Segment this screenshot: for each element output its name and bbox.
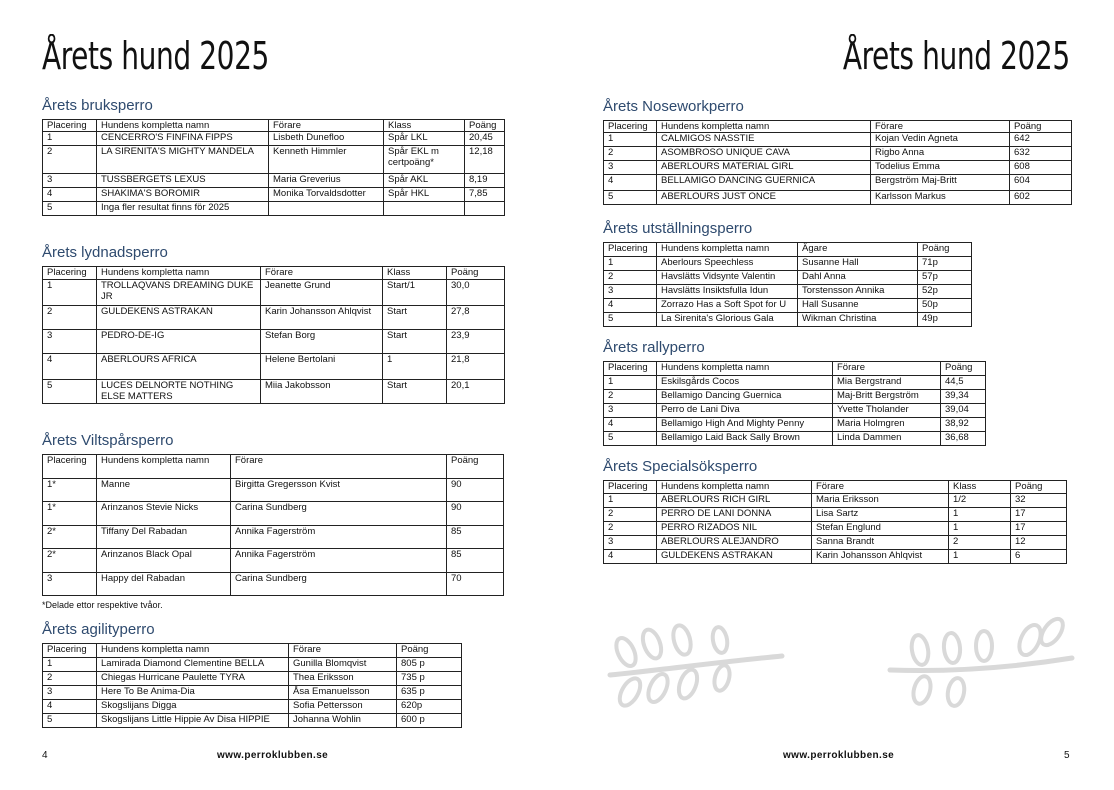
column-header: Poäng [941,362,986,376]
table-cell: 32 [1011,494,1067,508]
table-cell: 1* [43,479,97,502]
table-cell: TUSSBERGETS LEXUS [97,174,269,188]
table-cell: 5 [43,380,97,404]
table-cell: Eskilsgårds Cocos [657,376,833,390]
table-viltsparsperro [42,454,504,596]
table-agilityperro [42,643,462,728]
page-title-right: Årets hund 2025 [843,34,1070,78]
table-cell: 805 p [397,658,462,672]
table-cell: Chiegas Hurricane Paulette TYRA [97,672,289,686]
table-cell: 604 [1010,175,1072,191]
table-cell: 50p [918,299,972,313]
table-cell: 4 [43,700,97,714]
table-cell: 12,18 [465,146,505,174]
table-row [604,175,1072,191]
table-cell: Kojan Vedin Agneta [871,133,1010,147]
section-utstallningsperro [603,220,972,327]
table-header-row [43,120,505,132]
table-cell: 21,8 [447,354,505,380]
table-cell: 3 [43,573,97,596]
section-heading: Årets agilityperro [42,621,155,638]
table-cell: Arinzanos Stevie Nicks [97,502,231,526]
column-header: Hundens kompletta namn [97,455,231,479]
table-cell: 90 [447,479,504,502]
table-cell: 1/2 [949,494,1011,508]
table-cell: SHAKIMA'S BOROMIR [97,188,269,202]
table-header-row [604,362,986,376]
table-cell: 8,19 [465,174,505,188]
table-cell: 600 p [397,714,462,728]
table-cell: Here To Be Anima-Dia [97,686,289,700]
column-header: Placering [604,243,657,257]
table-cell: Karin Johansson Ahlqvist [812,550,949,564]
column-header: Placering [43,644,97,658]
table-row [604,404,986,418]
table-cell: 3 [43,174,97,188]
table-cell: ABERLOURS MATERIAL GIRL [657,161,871,175]
table-cell: 2 [604,271,657,285]
section-bruksperro [42,97,505,216]
section-specialsoksperro [603,458,1067,564]
table-cell: ASOMBROSO UNIQUE CAVA [657,147,871,161]
table-specialsoksperro [603,480,1067,564]
table-cell: 3 [604,404,657,418]
table-cell: Maria Eriksson [812,494,949,508]
table-cell: 2* [43,526,97,549]
table-cell: 49p [918,313,972,327]
table-cell: ABERLOURS RICH GIRL [657,494,812,508]
table-cell: 85 [447,526,504,549]
table-cell: 39,34 [941,390,986,404]
column-header: Hundens kompletta namn [657,362,833,376]
table-cell: BELLAMIGO DANCING GUERNICA [657,175,871,191]
table-row [604,133,1072,147]
table-bruksperro [42,119,505,216]
table-row [604,257,972,271]
column-header: Poäng [918,243,972,257]
table-row [43,502,504,526]
table-cell: 85 [447,549,504,573]
table-cell: 90 [447,502,504,526]
column-header: Hundens kompletta namn [657,243,798,257]
table-cell: 6 [1011,550,1067,564]
table-cell [465,202,505,216]
column-header: Placering [43,267,97,280]
table-cell: Todelius Emma [871,161,1010,175]
table-cell: ABERLOURS ALEJANDRO [657,536,812,550]
table-cell: 3 [604,161,657,175]
table-cell: Spår LKL [384,132,465,146]
table-row [604,271,972,285]
footer-url-left[interactable]: www.perroklubben.se [217,750,329,761]
table-cell: Gunilla Blomqvist [289,658,397,672]
page-title-left: Årets hund 2025 [42,34,269,78]
table-cell: 2 [604,522,657,536]
table-row [43,188,505,202]
table-cell: Dahl Anna [798,271,918,285]
table-row [43,686,462,700]
table-cell: Happy del Rabadan [97,573,231,596]
table-cell: Yvette Tholander [833,404,941,418]
table-cell: Bellamigo High And Mighty Penny [657,418,833,432]
table-cell: Bellamigo Dancing Guernica [657,390,833,404]
table-row [604,313,972,327]
table-cell: Bergström Maj-Britt [871,175,1010,191]
table-cell: 71p [918,257,972,271]
table-cell: 2 [43,672,97,686]
table-cell: Hall Susanne [798,299,918,313]
column-header: Hundens kompletta namn [657,481,812,494]
table-cell: Spår AKL [384,174,465,188]
table-cell: 1 [43,280,97,306]
table-cell: 5 [604,432,657,446]
table-cell: Manne [97,479,231,502]
section-noseworkperro [603,98,1072,205]
table-cell: 1 [604,257,657,271]
table-cell: Torstensson Annika [798,285,918,299]
table-cell: 57p [918,271,972,285]
section-heading: Årets lydnadsperro [42,244,168,261]
table-cell: 17 [1011,522,1067,536]
table-cell: 1* [43,502,97,526]
table-cell: 5 [43,714,97,728]
table-cell: 3 [604,285,657,299]
table-row [604,494,1067,508]
table-cell: 20,45 [465,132,505,146]
table-row [43,306,505,330]
column-header: Poäng [397,644,462,658]
table-cell: Start [383,306,447,330]
table-cell: Perro de Lani Diva [657,404,833,418]
column-header: Klass [383,267,447,280]
table-cell: 2 [949,536,1011,550]
table-row [604,285,972,299]
table-cell: Skogslijans Little Hippie Av Disa HIPPIE [97,714,289,728]
table-cell: 5 [43,202,97,216]
table-cell: 4 [43,188,97,202]
table-cell: Bellamigo Laid Back Sally Brown [657,432,833,446]
section-heading: Årets utställningsperro [603,220,753,237]
laurel-branch-icon [600,600,790,710]
table-cell: 1 [949,508,1011,522]
table-row [604,536,1067,550]
table-cell [269,202,384,216]
table-cell: Annika Fagerström [231,526,447,549]
table-cell: 632 [1010,147,1072,161]
table-cell: 1 [604,376,657,390]
table-cell: Skogslijans Digga [97,700,289,714]
column-header: Förare [833,362,941,376]
column-header: Förare [812,481,949,494]
table-cell [384,202,465,216]
table-lydnadsperro [42,266,505,404]
table-cell: Havslätts Vidsynte Valentin [657,271,798,285]
section-lydnadsperro [42,244,505,404]
table-cell: 608 [1010,161,1072,175]
table-cell: Karlsson Markus [871,191,1010,205]
column-header: Placering [43,120,97,132]
table-cell: La Sirenita's Glorious Gala [657,313,798,327]
column-header: Poäng [447,455,504,479]
table-row [604,191,1072,205]
footer-url-right[interactable]: www.perroklubben.se [783,750,895,761]
table-cell: Havslätts Insiktsfulla Idun [657,285,798,299]
page-number-left: 4 [42,750,48,761]
table-cell: LA SIRENITA'S MIGHTY MANDELA [97,146,269,174]
table-cell: TROLLAQVANS DREAMING DUKE JR [97,280,261,306]
table-cell: 2 [604,147,657,161]
table-row [43,549,504,573]
table-row [604,376,986,390]
table-cell: Tiffany Del Rabadan [97,526,231,549]
table-cell: 735 p [397,672,462,686]
table-cell: Birgitta Gregersson Kvist [231,479,447,502]
table-cell: Linda Dammen [833,432,941,446]
table-cell: Johanna Wohlin [289,714,397,728]
table-cell: GULDEKENS ASTRAKAN [97,306,261,330]
table-cell: 1 [604,133,657,147]
table-cell: Lisbeth Dunefloo [269,132,384,146]
table-cell: 52p [918,285,972,299]
table-cell: 1 [43,658,97,672]
table-cell: 635 p [397,686,462,700]
table-cell: 36,68 [941,432,986,446]
table-row [43,330,505,354]
table-cell: Arinzanos Black Opal [97,549,231,573]
table-cell: Rigbo Anna [871,147,1010,161]
table-cell: Carina Sundberg [231,573,447,596]
table-cell: Aberlours Speechless [657,257,798,271]
table-cell: Sanna Brandt [812,536,949,550]
column-header: Hundens kompletta namn [657,121,871,133]
table-cell: 3 [43,686,97,700]
table-cell: 4 [604,418,657,432]
table-cell: 2 [604,508,657,522]
table-row [43,714,462,728]
table-header-row [43,267,505,280]
table-row [43,202,505,216]
page-number-right: 5 [1064,750,1070,761]
table-row [43,672,462,686]
section-viltsparsperro [42,432,504,610]
table-cell: 2 [43,146,97,174]
table-cell: Start [383,330,447,354]
table-row [43,132,505,146]
table-utstallningsperro [603,242,972,327]
table-cell: 2 [604,390,657,404]
table-cell: Stefan Englund [812,522,949,536]
table-cell: 7,85 [465,188,505,202]
column-header: Placering [604,481,657,494]
section-heading: Årets bruksperro [42,97,153,114]
table-rallyperro [603,361,986,446]
table-cell: 2* [43,549,97,573]
table-cell: Wikman Christina [798,313,918,327]
table-cell: Kenneth Himmler [269,146,384,174]
column-header: Förare [231,455,447,479]
table-header-row [604,243,972,257]
table-row [604,299,972,313]
table-row [43,146,505,174]
table-cell: 70 [447,573,504,596]
table-row [43,700,462,714]
table-row [604,550,1067,564]
table-cell: Maj-Britt Bergström [833,390,941,404]
table-cell: Maria Greverius [269,174,384,188]
table-cell: Carina Sundberg [231,502,447,526]
table-cell: Miia Jakobsson [261,380,383,404]
table-cell: Helene Bertolani [261,354,383,380]
column-header: Förare [261,267,383,280]
table-cell: Åsa Emanuelsson [289,686,397,700]
table-cell: 1 [43,132,97,146]
table-cell: Monika Torvaldsdotter [269,188,384,202]
table-noseworkperro [603,120,1072,205]
section-heading: Årets Viltspårsperro [42,432,174,449]
table-cell: Start [383,380,447,404]
table-cell: Maria Holmgren [833,418,941,432]
table-cell: 5 [604,313,657,327]
table-cell: 20,1 [447,380,505,404]
table-row [43,573,504,596]
table-cell: Sofia Pettersson [289,700,397,714]
table-cell: Jeanette Grund [261,280,383,306]
table-cell: 1 [949,522,1011,536]
table-row [43,380,505,404]
table-cell: 4 [604,299,657,313]
table-cell: Spår EKL m certpoäng* [384,146,465,174]
table-cell: Thea Eriksson [289,672,397,686]
table-cell: 39,04 [941,404,986,418]
table-row [43,479,504,502]
table-row [604,147,1072,161]
table-cell: 23,9 [447,330,505,354]
table-row [604,161,1072,175]
table-row [43,280,505,306]
column-header: Hundens kompletta namn [97,644,289,658]
column-header: Klass [949,481,1011,494]
table-row [604,418,986,432]
column-header: Poäng [1011,481,1067,494]
section-heading: Årets Specialsöksperro [603,458,758,475]
table-row [43,354,505,380]
table-cell: Karin Johansson Ahlqvist [261,306,383,330]
table-row [43,658,462,672]
table-cell: Mia Bergstrand [833,376,941,390]
table-cell: GULDEKENS ASTRAKAN [657,550,812,564]
section-heading: Årets Noseworkperro [603,98,744,115]
table-cell: 12 [1011,536,1067,550]
table-cell: CENCERRO'S FINFINA FIPPS [97,132,269,146]
table-cell: ABERLOURS AFRICA [97,354,261,380]
table-cell: 27,8 [447,306,505,330]
table-cell: PERRO RIZADOS NIL [657,522,812,536]
table-cell: Lisa Sartz [812,508,949,522]
column-header: Hundens kompletta namn [97,267,261,280]
column-header: Förare [289,644,397,658]
table-cell: 4 [604,550,657,564]
column-header: Förare [269,120,384,132]
table-row [43,526,504,549]
table-cell: Susanne Hall [798,257,918,271]
table-cell: Spår HKL [384,188,465,202]
column-header: Poäng [465,120,505,132]
table-cell: 5 [604,191,657,205]
table-cell: 3 [43,330,97,354]
table-cell: Zorrazo Has a Soft Spot for U [657,299,798,313]
table-row [604,390,986,404]
column-header: Hundens kompletta namn [97,120,269,132]
table-cell: 620p [397,700,462,714]
section-rallyperro [603,339,986,446]
table-cell: 4 [43,354,97,380]
table-cell: PEDRO-DE-IG [97,330,261,354]
table-cell: 4 [604,175,657,191]
table-cell: PERRO DE LANI DONNA [657,508,812,522]
column-header: Klass [384,120,465,132]
table-row [604,508,1067,522]
table-cell: 44,5 [941,376,986,390]
column-header: Poäng [447,267,505,280]
column-header: Placering [604,121,657,133]
table-header-row [604,481,1067,494]
table-cell: Lamirada Diamond Clementine BELLA [97,658,289,672]
section-heading: Årets rallyperro [603,339,705,356]
column-header: Poäng [1010,121,1072,133]
table-cell: Stefan Borg [261,330,383,354]
column-header: Placering [604,362,657,376]
table-cell: 38,92 [941,418,986,432]
column-header: Ägare [798,243,918,257]
table-cell: 3 [604,536,657,550]
table-cell: ABERLOURS JUST ONCE [657,191,871,205]
table-row [604,522,1067,536]
table-cell: 30,0 [447,280,505,306]
table-cell: 602 [1010,191,1072,205]
table-cell: LUCES DELNORTE NOTHING ELSE MATTERS [97,380,261,404]
table-header-row [43,644,462,658]
table-cell: Start/1 [383,280,447,306]
table-cell: CALMIGOS NASSTIE [657,133,871,147]
table-header-row [604,121,1072,133]
table-cell: 17 [1011,508,1067,522]
table-cell: Annika Fagerström [231,549,447,573]
table-header-row [43,455,504,479]
column-header: Förare [871,121,1010,133]
table-cell: 1 [383,354,447,380]
table-cell: 642 [1010,133,1072,147]
table-cell: Inga fler resultat finns för 2025 [97,202,269,216]
laurel-branch-icon [880,610,1080,710]
table-row [43,174,505,188]
table-cell: 2 [43,306,97,330]
table-row [604,432,986,446]
table-cell: 1 [949,550,1011,564]
table-cell: 1 [604,494,657,508]
footnote: *Delade ettor respektive tvåor. [42,600,163,610]
column-header: Placering [43,455,97,479]
section-agilityperro [42,621,462,728]
